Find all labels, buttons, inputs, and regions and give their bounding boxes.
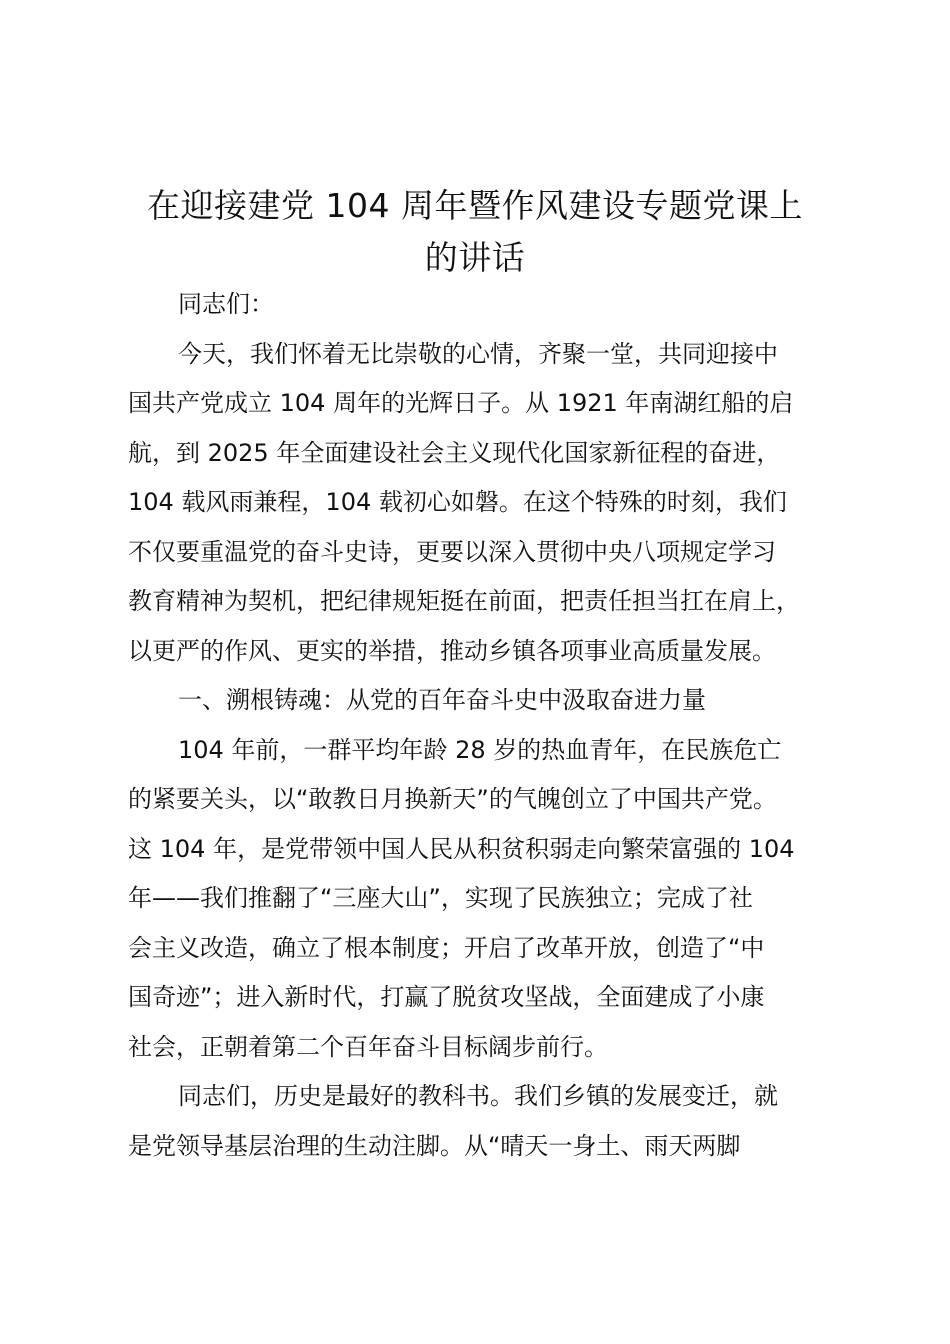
- section-heading: 一、溯根铸魂：从党的百年奋斗史中汲取奋进力量: [178, 686, 706, 714]
- paragraph-line: 年——我们推翻了“三座大山”，实现了民族独立；完成了社: [128, 884, 753, 912]
- paragraph-line: 会主义改造，确立了根本制度；开启了改革开放，创造了“中: [128, 933, 765, 962]
- salutation: 同志们：: [178, 290, 274, 318]
- paragraph-line: 的紧要关头，以“敢教日月换新天”的气魄创立了中国共产党。: [128, 785, 777, 813]
- paragraph-line: 不仅要重温党的奋斗史诗，更要以深入贯彻中央八项规定学习: [128, 537, 776, 566]
- paragraph-history: [128, 726, 856, 1073]
- document-title: [100, 180, 850, 284]
- title-line-1: 在迎接建党 104 周年暨作风建设专题党课上: [147, 186, 803, 225]
- paragraph-local: [128, 1072, 856, 1171]
- paragraph-line: 国共产党成立 104 周年的光辉日子。从 1921 年南湖红船的启: [128, 389, 794, 417]
- paragraph-line: 104 年前，一群平均年龄 28 岁的热血青年，在民族危亡: [178, 735, 782, 764]
- paragraph-line: 这 104 年，是党带领中国人民从积贫积弱走向繁荣富强的 104: [128, 834, 795, 863]
- paragraph-line: 今天，我们怀着无比崇敬的心情，齐聚一堂，共同迎接中: [178, 339, 778, 368]
- paragraph-opening: [128, 330, 856, 677]
- paragraph-line: 社会，正朝着第二个百年奋斗目标阔步前行。: [128, 1032, 608, 1061]
- paragraph-line: 航，到 2025 年全面建设社会主义现代化国家新征程的奋进，: [128, 438, 781, 467]
- paragraph-line: 国奇迹”；进入新时代，打赢了脱贫攻坚战，全面建成了小康: [128, 983, 765, 1011]
- paragraph-line: 教育精神为契机，把纪律规矩挺在前面，把责任担当扛在肩上，: [128, 587, 800, 615]
- paragraph-line: 104 载风雨兼程，104 载初心如磐。在这个特殊的时刻，我们: [128, 488, 787, 516]
- paragraph-line: 同志们，历史是最好的教科书。我们乡镇的发展变迁，就: [178, 1082, 778, 1110]
- paragraph-line: 以更严的作风、更实的举措，推动乡镇各项事业高质量发展。: [128, 636, 776, 665]
- document-body: [128, 280, 856, 1171]
- title-line-2: 的讲话: [424, 238, 526, 277]
- paragraph-line: 是党领导基层治理的生动注脚。从“晴天一身土、雨天两脚: [128, 1131, 741, 1160]
